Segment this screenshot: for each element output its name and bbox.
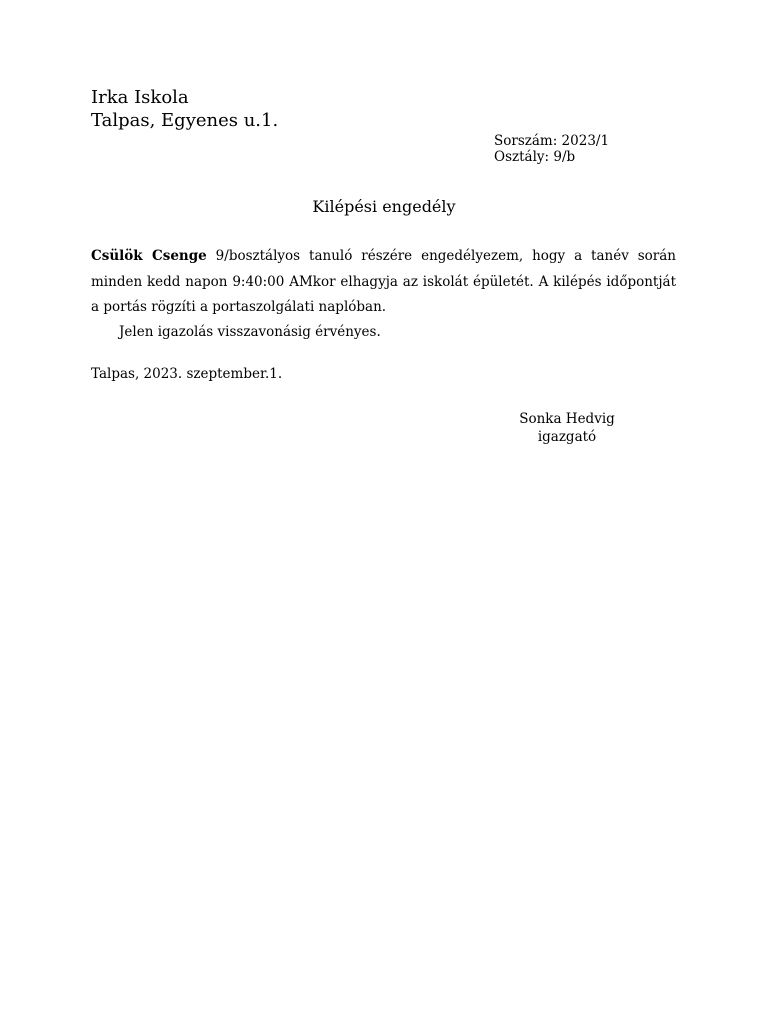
signer-role: igazgató bbox=[537, 429, 597, 445]
document-title: Kilépési engedély bbox=[312, 197, 456, 216]
student-name: Csülök Csenge bbox=[91, 248, 207, 264]
school-address: Talpas, Egyenes u.1. bbox=[91, 110, 279, 131]
permission-body: 9/bosztályos tanuló részére engedélyezem, hogy a tanév során minden kedd napon 9:40:00 AMkor elhagyja az iskolát épületét. A kilépés időpontját a portás rögzíti a portaszolgálati naplóban. bbox=[91, 248, 677, 315]
validity-note: Jelen igazolás visszavonásig érvényes. bbox=[119, 324, 381, 340]
signature-block bbox=[512, 410, 622, 446]
school-name: Irka Iskola bbox=[91, 87, 189, 108]
serial-number: Sorszám: 2023/1 bbox=[494, 133, 610, 149]
place-date: Talpas, 2023. szeptember.1. bbox=[91, 366, 283, 382]
signer-name: Sonka Hedvig bbox=[519, 411, 615, 427]
school-header bbox=[91, 86, 278, 132]
permission-text bbox=[91, 244, 676, 321]
document-meta bbox=[494, 133, 609, 165]
class-label: Osztály: 9/b bbox=[494, 149, 576, 165]
